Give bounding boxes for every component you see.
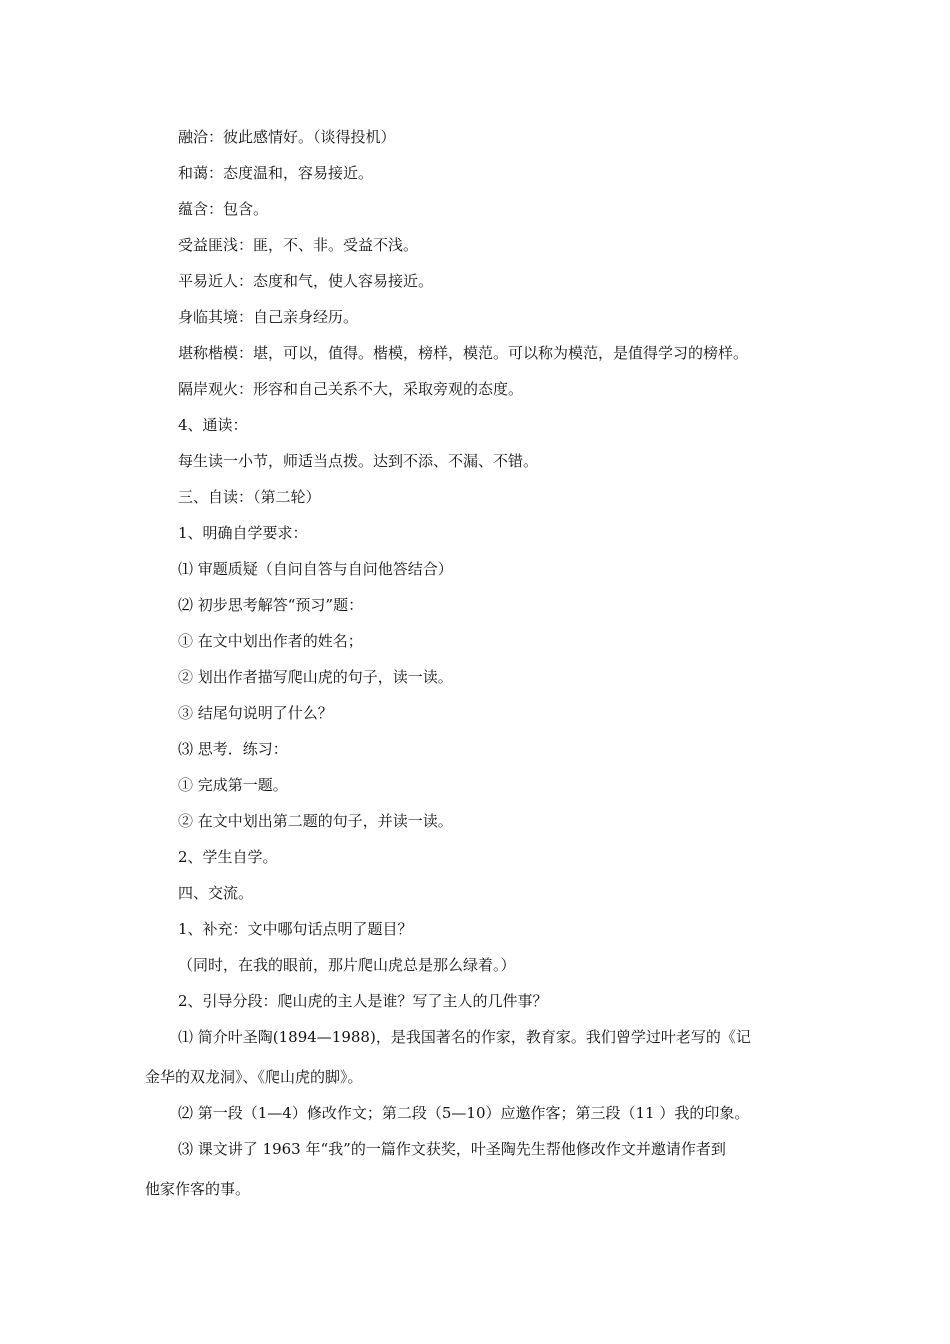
section-4-tongdu: 4、通读：	[178, 416, 248, 434]
vocab-shenlinqijing: 身临其境：自己亲身经历。	[178, 308, 359, 326]
circled-item-4: ① 完成第一题。	[178, 776, 288, 794]
paragraph-tongdu: 每生读一小节，师适当点拨。达到不添、不漏、不错。	[178, 452, 539, 470]
vocab-heai: 和蔼：态度温和，容易接近。	[178, 164, 374, 182]
item-mingque-yaoqiu: 1、明确自学要求：	[178, 524, 308, 542]
paragraph-kewen-line1: ⑶ 课文讲了 1963 年“我”的一篇作文获奖，叶圣陶先生帮他修改作文并邀请作者到	[178, 1140, 726, 1158]
quote-answer: （同时，在我的眼前，那片爬山虎总是那么绿着。）	[178, 956, 516, 974]
heading-zidu: 三、自读：（第二轮）	[178, 488, 321, 506]
vocab-rongqia: 融洽：彼此感情好。（谈得投机）	[178, 128, 396, 146]
sub-item-3: ⑶ 思考．练习：	[178, 740, 288, 758]
circled-item-1: ① 在文中划出作者的姓名；	[178, 632, 363, 650]
heading-jiaoliu: 四、交流。	[178, 884, 254, 902]
item-yindao-fenduan: 2、引导分段：爬山虎的主人是谁？写了主人的几件事？	[178, 992, 548, 1010]
vocab-geanguanhuo: 隔岸观火：形容和自己关系不大，采取旁观的态度。	[178, 380, 524, 398]
sub-item-1: ⑴ 审题质疑（自问自答与自问他答结合）	[178, 560, 453, 578]
item-xuesheng-zixue: 2、学生自学。	[178, 848, 278, 866]
paragraph-fenduan: ⑵ 第一段（1—4）修改作文；第二段（5—10）应邀作客；第三段（11 ）我的印象。	[178, 1104, 750, 1122]
circled-item-3: ③ 结尾句说明了什么？	[178, 704, 333, 722]
paragraph-kewen-line2: 他家作客的事。	[145, 1180, 251, 1198]
circled-item-2: ② 划出作者描写爬山虎的句子，读一读。	[178, 668, 453, 686]
item-buchong: 1、补充：文中哪句话点明了题目？	[178, 920, 413, 938]
circled-item-5: ② 在文中划出第二题的句子，并读一读。	[178, 812, 453, 830]
vocab-yunhan: 蕴含：包含。	[178, 200, 269, 218]
sub-item-2: ⑵ 初步思考解答“预习”题：	[178, 596, 364, 614]
vocab-pingyijinren: 平易近人：态度和气，使人容易接近。	[178, 272, 434, 290]
vocab-kanchengkaimo: 堪称楷模：堪，可以，值得。楷模，榜样，模范。可以称为模范，是值得学习的榜样。	[178, 344, 749, 362]
vocab-shouyifeiqian: 受益匪浅：匪，不、非。受益不浅。	[178, 236, 419, 254]
paragraph-jianjie-line2: 金华的双龙洞》、《爬山虎的脚》。	[145, 1068, 363, 1086]
paragraph-jianjie-line1: ⑴ 简介叶圣陶(1894—1988)，是我国著名的作家，教育家。我们曾学过叶老写的《记	[178, 1028, 751, 1046]
